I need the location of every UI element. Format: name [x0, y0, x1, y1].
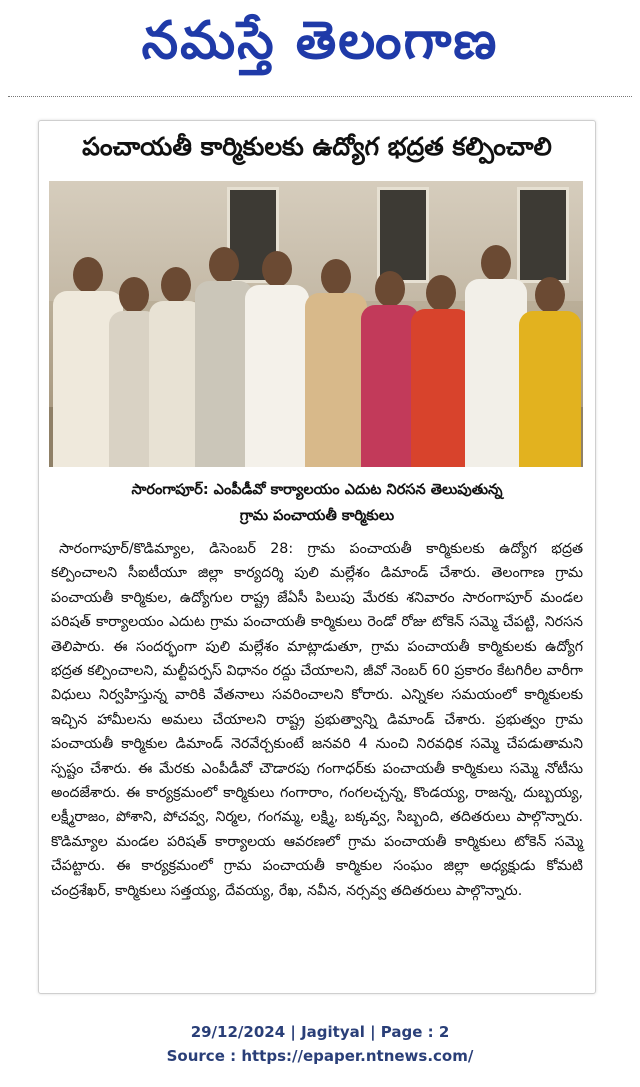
- masthead: [0, 0, 640, 95]
- article-headline: పంచాయతీ కార్మికులకు ఉద్యోగ భద్రత కల్పించాలి: [82, 132, 552, 161]
- photo-caption: [49, 477, 585, 529]
- article-clipping: [38, 120, 596, 994]
- edition-info: 29/12/2024 | Jagityal | Page : 2: [190, 1023, 450, 1041]
- article-photo: [49, 181, 583, 467]
- masthead-divider: [8, 96, 632, 97]
- photo-window: [377, 187, 429, 283]
- photo-person: [465, 245, 527, 467]
- photo-person: [411, 275, 471, 467]
- caption-line: గ్రామ పంచాయతీ కార్మికులు: [239, 508, 395, 524]
- photo-person: [519, 277, 581, 467]
- source-link[interactable]: Source : https://epaper.ntnews.com/: [166, 1047, 474, 1065]
- newspaper-logo: నమస్తే తెలంగాణ: [141, 10, 499, 71]
- caption-line: సారంగాపూర్: ఎంపీడీవో కార్యాలయం ఎదుట నిరసన తెలుపుతున్న: [131, 482, 503, 498]
- article-body: [51, 537, 583, 903]
- page-footer: [0, 1020, 640, 1068]
- photo-person: [305, 259, 367, 467]
- article-paragraph: సారంగాపూర్/కొడిమ్యాల, డిసెంబర్ 28: గ్రామ పంచాయతీ కార్మికులకు ఉద్యోగ భద్రత కల్పించాలని సీఐటీయూ జిల్లా కార్యదర్శి పులి మల్లేశం డిమాండ్ చేశారు. తెలంగాణ గ్రామ పంచాయతీ కార్మికుల, ఉద్యోగుల రాష్ట్ర జేఏసీ పిలుపు మేరకు శనివారం సారంగాపూర్ మండల పరిషత్ కార్యాలయం ఎదుట గ్రామ పంచాయతీ కార్మికులు రెండో రోజు టోకెన్ సమ్మె చేపట్టి, నిరసన తెలిపారు. ఈ సందర్భంగా పులి మల్లేశం మాట్లాడుతూ, గ్రామ పంచాయతీ కార్మికులకు ఉద్యోగ భద్రత కల్పించాలని, మల్టీపర్పస్ విధానం రద్దు చేయాలని, జీవో నెంబర్ 60 ప్రకారం కేటగిరీల వారీగా విధులు నిర్వహిస్తున్న వారికి వేతనాలు సవరించాలని కోరారు. ఎన్నికల సమయంలో కార్మికులకు ఇచ్చిన హామీలను అమలు చేయాలని రాష్ట్ర ప్రభుత్వాన్ని డిమాండ్ చేశారు. ప్రభుత్వం గ్రామ పంచాయతీ కార్మికుల డిమాండ్ నెరవేర్చకుంటే జనవరి 4 నుంచి నిరవధిక సమ్మె చేపడుతామని స్పష్టం చేశారు. ఈ మేరకు ఎంపీడీవో చౌడారపు గంగాధర్‌కు పంచాయతీ కార్మికులు సమ్మె నోటీసు అందజేశారు. ఈ కార్యక్రమంలో కార్మికులు గంగారాం, గంగలచ్చన్న, కొండయ్య, రాజన్న, దుబ్బయ్య, లక్ష్మీరాజం, పోశాని, పోచవ్వ, నిర్మల, గంగమ్మ, లక్ష్మి, బక్కవ్వ, సిబ్బంది, తదితరులు పాల్గొన్నారు. కొడిమ్యాల మండల పరిషత్ కార్యాలయ ఆవరణలో గ్రామ పంచాయతీ కార్మికులు టోకెన్ సమ్మె చేపట్టారు. ఈ కార్యక్రమంలో గ్రామ పంచాయతీ కార్మికుల సంఘం జిల్లా అధ్యక్షుడు కోమటి చంద్రశేఖర్, కార్మికులు సత్తయ్య, దేవయ్య, రేఖ, నవీన, నర్సవ్వ తదితరులు పాల్గొన్నారు.: [51, 541, 583, 899]
- photo-person: [245, 251, 309, 467]
